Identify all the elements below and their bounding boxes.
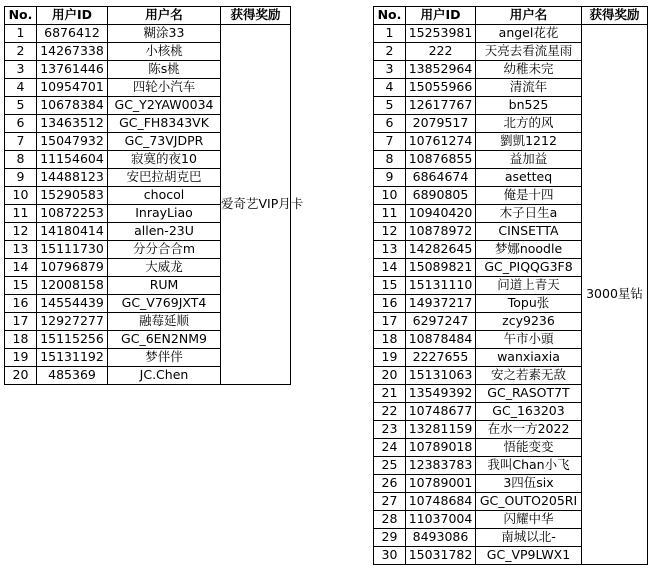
cell-user-id: 12008158 [37,277,108,295]
cell-user-id: 11037004 [406,511,476,529]
cell-no: 21 [374,385,406,403]
cell-username: 融莓延顺 [108,313,221,331]
cell-no: 10 [5,187,37,205]
cell-username: JC.Chen [108,367,221,385]
cell-username: GC_163203 [476,403,582,421]
cell-no: 4 [374,79,406,97]
cell-username: 糊涂33 [108,25,221,43]
table-row [374,25,648,43]
cell-username: 安巴拉胡克巴 [108,169,221,187]
cell-no: 1 [374,25,406,43]
cell-no: 19 [5,349,37,367]
cell-user-id: 15089821 [406,259,476,277]
table-body [374,25,648,565]
cell-username: 劉凱1212 [476,133,582,151]
cell-no: 4 [5,79,37,97]
cell-username: Topu张 [476,295,582,313]
cell-user-id: 13463512 [37,115,108,133]
cell-username: 北方的风 [476,115,582,133]
cell-user-id: 11154604 [37,151,108,169]
cell-no: 25 [374,457,406,475]
cell-user-id: 14937217 [406,295,476,313]
cell-user-id: 15111730 [37,241,108,259]
cell-no: 20 [5,367,37,385]
cell-reward: 爱奇艺VIP月卡 [221,25,291,385]
cell-no: 22 [374,403,406,421]
cell-no: 19 [374,349,406,367]
cell-no: 30 [374,547,406,565]
cell-user-id: 13281159 [406,421,476,439]
cell-no: 23 [374,421,406,439]
cell-no: 6 [5,115,37,133]
cell-username: GC_FH8343VK [108,115,221,133]
cell-user-id: 10796879 [37,259,108,277]
cell-user-id: 13852964 [406,61,476,79]
cell-user-id: 10761274 [406,133,476,151]
cell-user-id: 2079517 [406,115,476,133]
cell-username: angel花花 [476,25,582,43]
cell-user-id: 222 [406,43,476,61]
cell-username: 大威龙 [108,259,221,277]
cell-no: 12 [5,223,37,241]
cell-no: 10 [374,187,406,205]
cell-username: GC_6EN2NM9 [108,331,221,349]
cell-user-id: 14267338 [37,43,108,61]
cell-no: 15 [5,277,37,295]
cell-username: 悟能变变 [476,439,582,457]
header-user-id: 用户ID [406,7,476,25]
cell-username: chocol [108,187,221,205]
cell-user-id: 15131192 [37,349,108,367]
cell-username: RUM [108,277,221,295]
cell-username: GC_V769JXT4 [108,295,221,313]
cell-username: 寂寞的夜10 [108,151,221,169]
cell-username: 天亮去看流星雨 [476,43,582,61]
cell-user-id: 14282645 [406,241,476,259]
cell-user-id: 10748677 [406,403,476,421]
winners-table-stars [373,6,648,565]
cell-no: 3 [374,61,406,79]
header-username: 用户名 [108,7,221,25]
cell-user-id: 10940420 [406,205,476,223]
cell-username: asetteq [476,169,582,187]
cell-no: 9 [5,169,37,187]
cell-username: 木子日生a [476,205,582,223]
cell-no: 12 [374,223,406,241]
cell-no: 15 [374,277,406,295]
cell-no: 8 [5,151,37,169]
cell-no: 2 [374,43,406,61]
cell-user-id: 15055966 [406,79,476,97]
header-reward: 获得奖励 [582,7,648,25]
cell-username: 益加益 [476,151,582,169]
cell-user-id: 12927277 [37,313,108,331]
cell-no: 14 [5,259,37,277]
cell-user-id: 10678384 [37,97,108,115]
cell-no: 9 [374,169,406,187]
cell-no: 7 [374,133,406,151]
cell-user-id: 13761446 [37,61,108,79]
cell-reward: 3000星钻 [582,25,648,565]
cell-username: 问道上青天 [476,277,582,295]
cell-username: allen-23U [108,223,221,241]
cell-username: zcy9236 [476,313,582,331]
cell-no: 5 [374,97,406,115]
header-no: No. [5,7,37,25]
cell-username: wanxiaxia [476,349,582,367]
header-reward: 获得奖励 [221,7,291,25]
header-row [5,7,291,25]
cell-no: 28 [374,511,406,529]
cell-username: 我叫Chan小飞 [476,457,582,475]
cell-username: bn525 [476,97,582,115]
cell-username: GC_OUTO205RI [476,493,582,511]
header-no: No. [374,7,406,25]
cell-username: 四轮小汽车 [108,79,221,97]
cell-no: 7 [5,133,37,151]
cell-user-id: 10876855 [406,151,476,169]
cell-no: 20 [374,367,406,385]
cell-no: 8 [374,151,406,169]
cell-user-id: 13549392 [406,385,476,403]
cell-user-id: 15115256 [37,331,108,349]
cell-username: 闪耀中华 [476,511,582,529]
cell-username: CINSETTA [476,223,582,241]
table-body [5,25,304,385]
cell-username: GC_VP9LWX1 [476,547,582,565]
cell-username: 幼稚未完 [476,61,582,79]
cell-no: 24 [374,439,406,457]
cell-username: GC_PIQQG3F8 [476,259,582,277]
cell-username: GC_73VJDPR [108,133,221,151]
cell-no: 13 [374,241,406,259]
cell-user-id: 6297247 [406,313,476,331]
cell-username: 陈s桃 [108,61,221,79]
cell-no: 18 [5,331,37,349]
cell-no: 26 [374,475,406,493]
cell-no: 11 [374,205,406,223]
cell-user-id: 14488123 [37,169,108,187]
cell-user-id: 14180414 [37,223,108,241]
cell-user-id: 15290583 [37,187,108,205]
cell-user-id: 15131063 [406,367,476,385]
cell-user-id: 485369 [37,367,108,385]
cell-no: 14 [374,259,406,277]
cell-user-id: 12383783 [406,457,476,475]
cell-no: 16 [5,295,37,313]
cell-no: 17 [5,313,37,331]
cell-user-id: 15131110 [406,277,476,295]
cell-user-id: 14554439 [37,295,108,313]
cell-no: 27 [374,493,406,511]
cell-user-id: 15031782 [406,547,476,565]
cell-user-id: 15047932 [37,133,108,151]
cell-user-id: 10748684 [406,493,476,511]
header-user-id: 用户ID [37,7,108,25]
cell-no: 6 [374,115,406,133]
cell-user-id: 12617767 [406,97,476,115]
cell-no: 3 [5,61,37,79]
cell-no: 2 [5,43,37,61]
cell-username: 午市小頭 [476,331,582,349]
cell-username: 安之若素无敌 [476,367,582,385]
cell-no: 29 [374,529,406,547]
cell-no: 5 [5,97,37,115]
cell-no: 11 [5,205,37,223]
cell-username: 梦伴伴 [108,349,221,367]
cell-username: 3四伍six [476,475,582,493]
cell-username: 南城以北- [476,529,582,547]
cell-username: 梦娜noodle [476,241,582,259]
cell-user-id: 10878484 [406,331,476,349]
cell-user-id: 10872253 [37,205,108,223]
cell-user-id: 10789001 [406,475,476,493]
header-row [374,7,648,25]
table-row [5,25,291,43]
cell-username: GC_RASOT7T [476,385,582,403]
winners-table-vip [4,6,304,385]
cell-no: 13 [5,241,37,259]
header-username: 用户名 [476,7,582,25]
cell-no: 18 [374,331,406,349]
cell-user-id: 2227655 [406,349,476,367]
cell-user-id: 10878972 [406,223,476,241]
cell-user-id: 6876412 [37,25,108,43]
cell-user-id: 6864674 [406,169,476,187]
cell-user-id: 10954701 [37,79,108,97]
cell-username: 小核桃 [108,43,221,61]
cell-user-id: 10789018 [406,439,476,457]
cell-no: 17 [374,313,406,331]
cell-username: 清流年 [476,79,582,97]
cell-username: 在水一方2022 [476,421,582,439]
cell-username: InrayLiao [108,205,221,223]
cell-no: 16 [374,295,406,313]
cell-username: 俺是十四 [476,187,582,205]
cell-username: GC_Y2YAW0034 [108,97,221,115]
cell-user-id: 15253981 [406,25,476,43]
cell-user-id: 8493086 [406,529,476,547]
cell-username: 分分合合m [108,241,221,259]
cell-user-id: 6890805 [406,187,476,205]
cell-no: 1 [5,25,37,43]
